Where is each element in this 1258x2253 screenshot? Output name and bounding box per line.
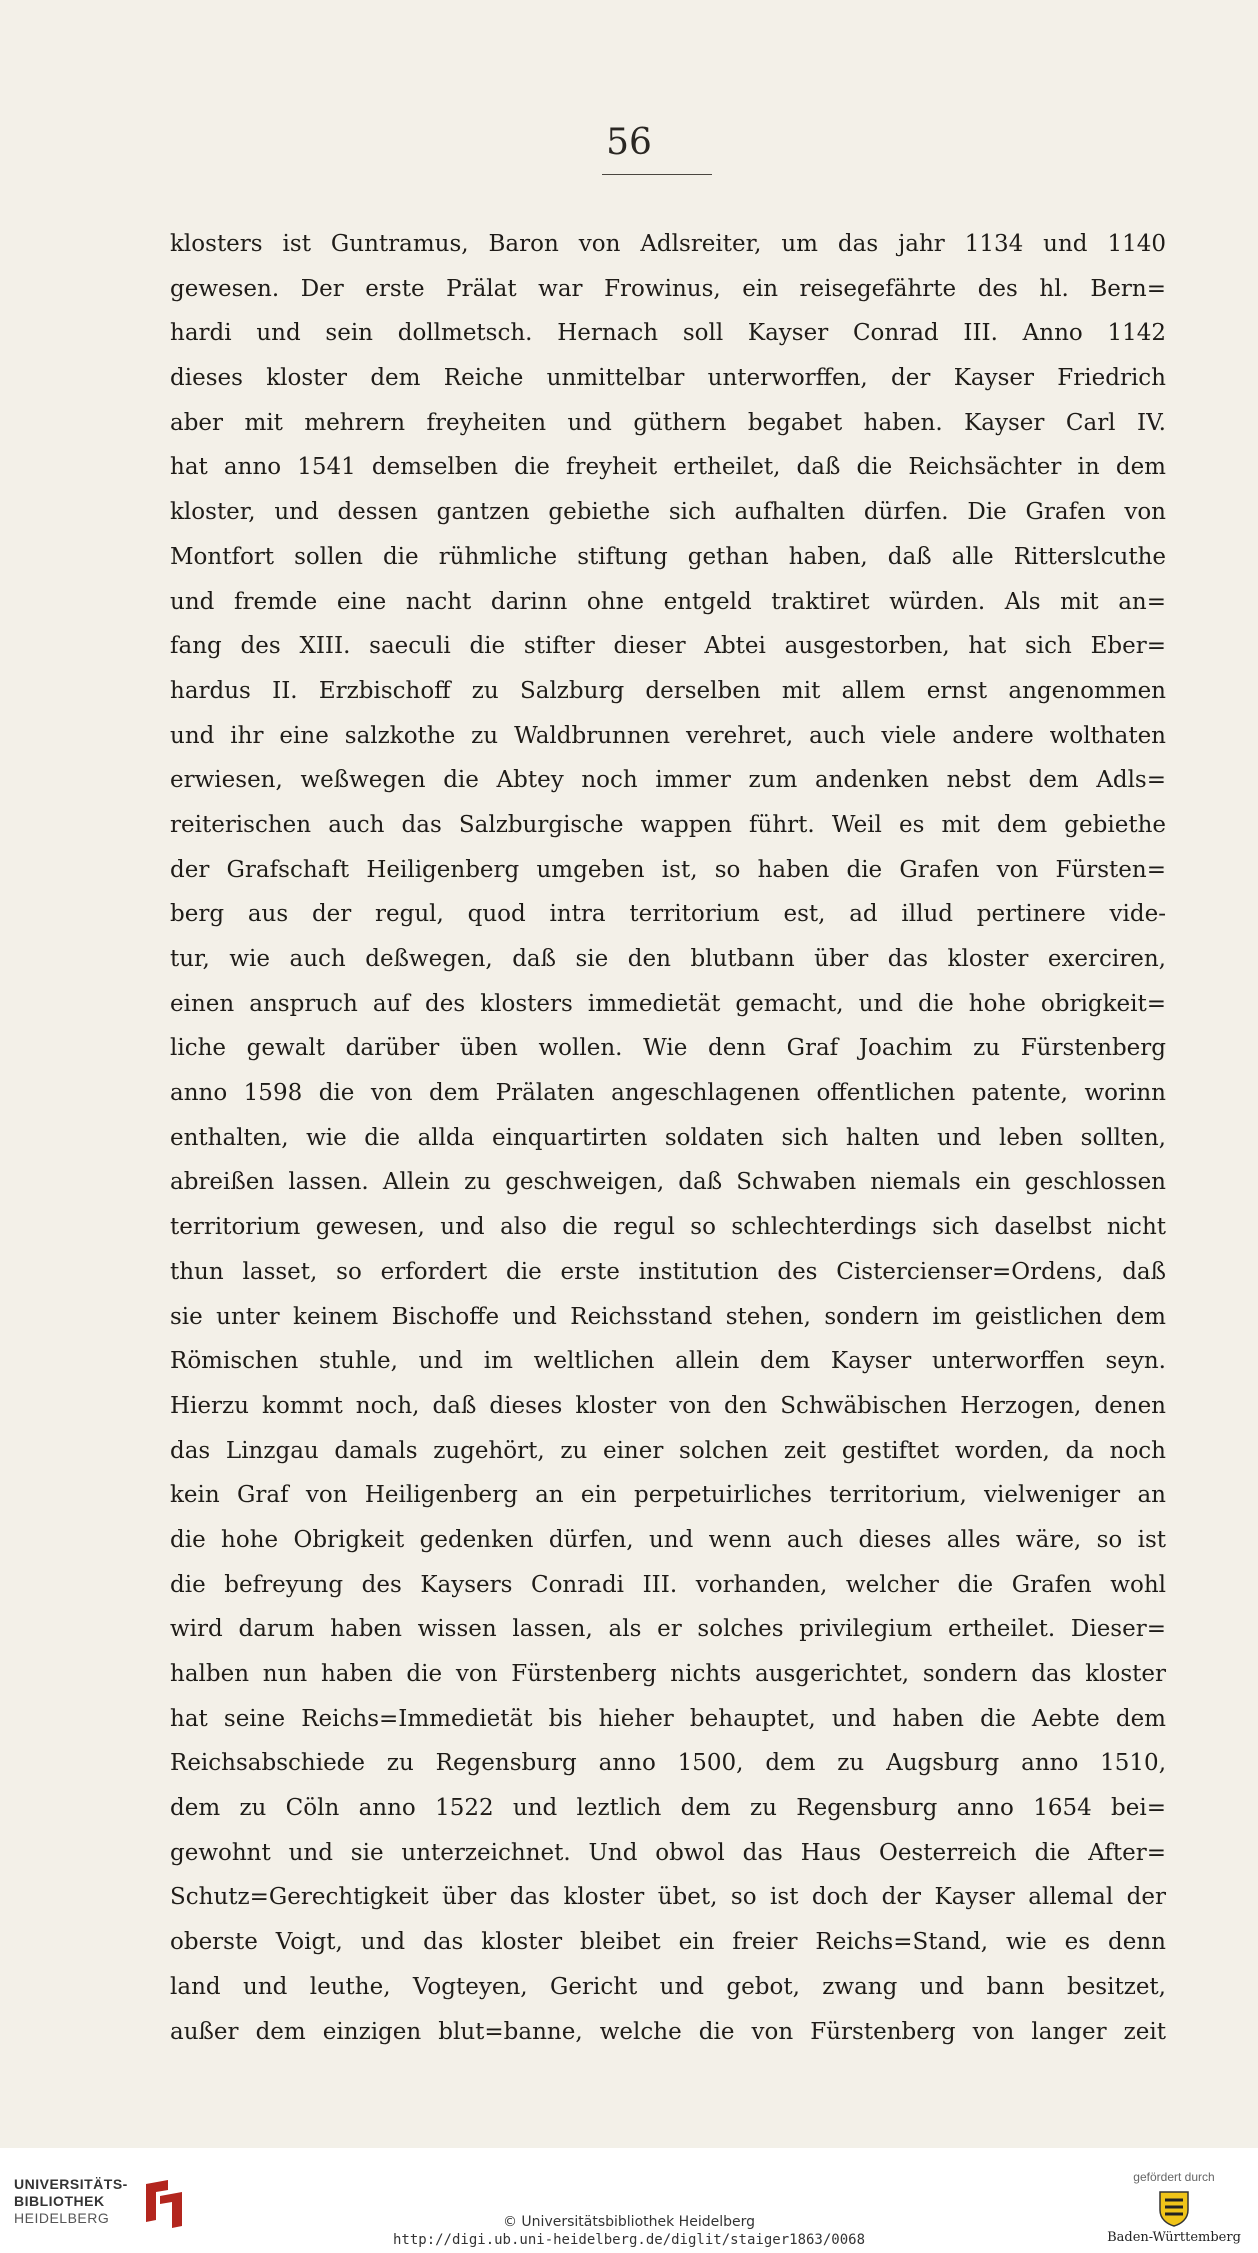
text-line: berg aus der regul, quod intra territorium est, ad illud pertinere vide-	[170, 901, 1166, 928]
text-line: die hohe Obrigkeit gedenken dürfen, und wenn auch dieses alles wäre, so ist	[170, 1526, 1166, 1553]
text-line: hardus II. Erzbischoff zu Salzburg derselben mit allem ernst angenommen	[170, 677, 1166, 704]
text-line: halben nun haben die von Fürstenberg nichts ausgerichtet, sondern das kloster	[170, 1661, 1166, 1687]
text-line: das Linzgau damals zugehört, zu einer solchen zeit gestiftet worden, da noch	[170, 1437, 1166, 1464]
text-line: liche gewalt darüber üben wollen. Wie denn Graf Joachim zu Fürstenberg	[170, 1035, 1166, 1062]
text-line: fang des XIII. saeculi die stifter dieser Abtei ausgestorben, hat sich Eber=	[170, 633, 1166, 660]
text-line: und fremde eine nacht darinn ohne entgeld traktiret würden. Als mit an=	[170, 588, 1166, 615]
text-line: kloster, und dessen gantzen gebiethe sich aufhalten dürfen. Die Grafen von	[170, 499, 1166, 526]
text-line: hat anno 1541 demselben die freyheit ertheilet, daß die Reichsächter in dem	[170, 454, 1166, 481]
text-line: Montfort sollen die rühmliche stiftung gethan haben, daß alle Ritterslcuthe	[170, 543, 1166, 570]
sponsor-name: Baden-Württemberg	[1107, 2230, 1241, 2245]
copyright-notice: © Universitätsbibliothek Heidelberg	[502, 2214, 755, 2230]
text-line: reiterischen auch das Salzburgische wappen führt. Weil es mit dem gebiethe	[170, 811, 1166, 838]
text-line: aber mit mehrern freyheiten und güthern begabet haben. Kayser Carl IV.	[170, 409, 1166, 436]
text-line: erwiesen, weßwegen die Abtey noch immer zum andenken nebst dem Adls=	[170, 767, 1166, 794]
text-line: anno 1598 die von dem Prälaten angeschlagenen offentlichen patente, worinn	[170, 1080, 1166, 1107]
text-line: einen anspruch auf des klosters immedietät gemacht, und die hohe obrigkeit=	[170, 990, 1166, 1017]
text-line: oberste Voigt, und das kloster bleibet ein freier Reichs=Stand, wie es denn	[170, 1929, 1166, 1956]
text-line: dieses kloster dem Reiche unmittelbar unterworffen, der Kayser Friedrich	[170, 365, 1166, 392]
viewer-footer	[0, 2148, 1258, 2253]
text-line: außer dem einzigen blut=banne, welche die von Fürstenberg von langer zeit	[170, 2018, 1166, 2045]
text-line: Schutz=Gerechtigkeit über das kloster übet, so ist doch der Kayser allemal der	[170, 1884, 1166, 1911]
library-logo-line-3: HEIDELBERG	[14, 2210, 110, 2226]
text-line: territorium gewesen, und also die regul so schlechterdings sich daselbst nicht	[170, 1214, 1166, 1241]
page-number: 56	[606, 122, 652, 163]
text-line: sie unter keinem Bischoffe und Reichsstand stehen, sondern im geistlichen dem	[170, 1303, 1166, 1330]
text-line: wird darum haben wissen lassen, als er solches privilegium ertheilet. Dieser=	[170, 1616, 1166, 1643]
text-line: Hierzu kommt noch, daß dieses kloster von den Schwäbischen Herzogen, denen	[170, 1392, 1166, 1419]
text-line: hardi und sein dollmetsch. Hernach soll Kayser Conrad III. Anno 1142	[170, 320, 1166, 347]
text-line: kein Graf von Heiligenberg an ein perpetuirliches territorium, vielweniger an	[170, 1482, 1166, 1509]
text-line: klosters ist Guntramus, Baron von Adlsreiter, um das jahr 1134 und 1140	[170, 231, 1166, 257]
text-line: enthalten, wie die allda einquartirten soldaten sich halten und leben sollten,	[170, 1124, 1166, 1151]
text-line: gewesen. Der erste Prälat war Frowinus, ein reisegefährte des hl. Bern=	[170, 275, 1166, 302]
text-line: der Grafschaft Heiligenberg umgeben ist, so haben die Grafen von Fürsten=	[170, 856, 1166, 883]
text-line: und ihr eine salzkothe zu Waldbrunnen verehret, auch viele andere wolthaten	[170, 722, 1166, 749]
text-line: gewohnt und sie unterzeichnet. Und obwol das Haus Oesterreich die After=	[170, 1839, 1166, 1866]
permalink-url[interactable]: http://digi.ub.uni-heidelberg.de/diglit/staiger1863/0068	[392, 2232, 865, 2248]
text-line: hat seine Reichs=Immedietät bis hieher behauptet, und haben die Aebte dem	[170, 1705, 1166, 1732]
text-line: Reichsabschiede zu Regensburg anno 1500, dem zu Augsburg anno 1510,	[170, 1750, 1166, 1777]
sponsor-caption: gefördert durch	[1133, 2170, 1215, 2184]
body-text	[170, 222, 1166, 2054]
text-line: Römischen stuhle, und im weltlichen allein dem Kayser unterworffen seyn.	[170, 1348, 1166, 1375]
text-line: abreißen lassen. Allein zu geschweigen, daß Schwaben niemals ein geschlossen	[170, 1169, 1166, 1196]
text-line: die befreyung des Kaysers Conradi III. vorhanden, welcher die Grafen wohl	[170, 1571, 1166, 1598]
library-logo-line-2: BIBLIOTHEK	[14, 2193, 105, 2209]
text-line: thun lasset, so erfordert die erste institution des Cistercienser=Ordens, daß	[170, 1258, 1166, 1285]
page-number-rule	[602, 174, 712, 175]
text-line: dem zu Cöln anno 1522 und leztlich dem zu Regensburg anno 1654 bei=	[170, 1795, 1166, 1822]
text-line: tur, wie auch deßwegen, daß sie den blutbann über das kloster exerciren,	[170, 946, 1166, 972]
library-logo-line-1: UNIVERSITÄTS-	[14, 2176, 128, 2192]
sponsor-block	[1104, 2170, 1244, 2250]
text-line: land und leuthe, Vogteyen, Gericht und gebot, zwang und bann besitzet,	[170, 1973, 1166, 2000]
coat-of-arms-icon	[1154, 2188, 1194, 2228]
